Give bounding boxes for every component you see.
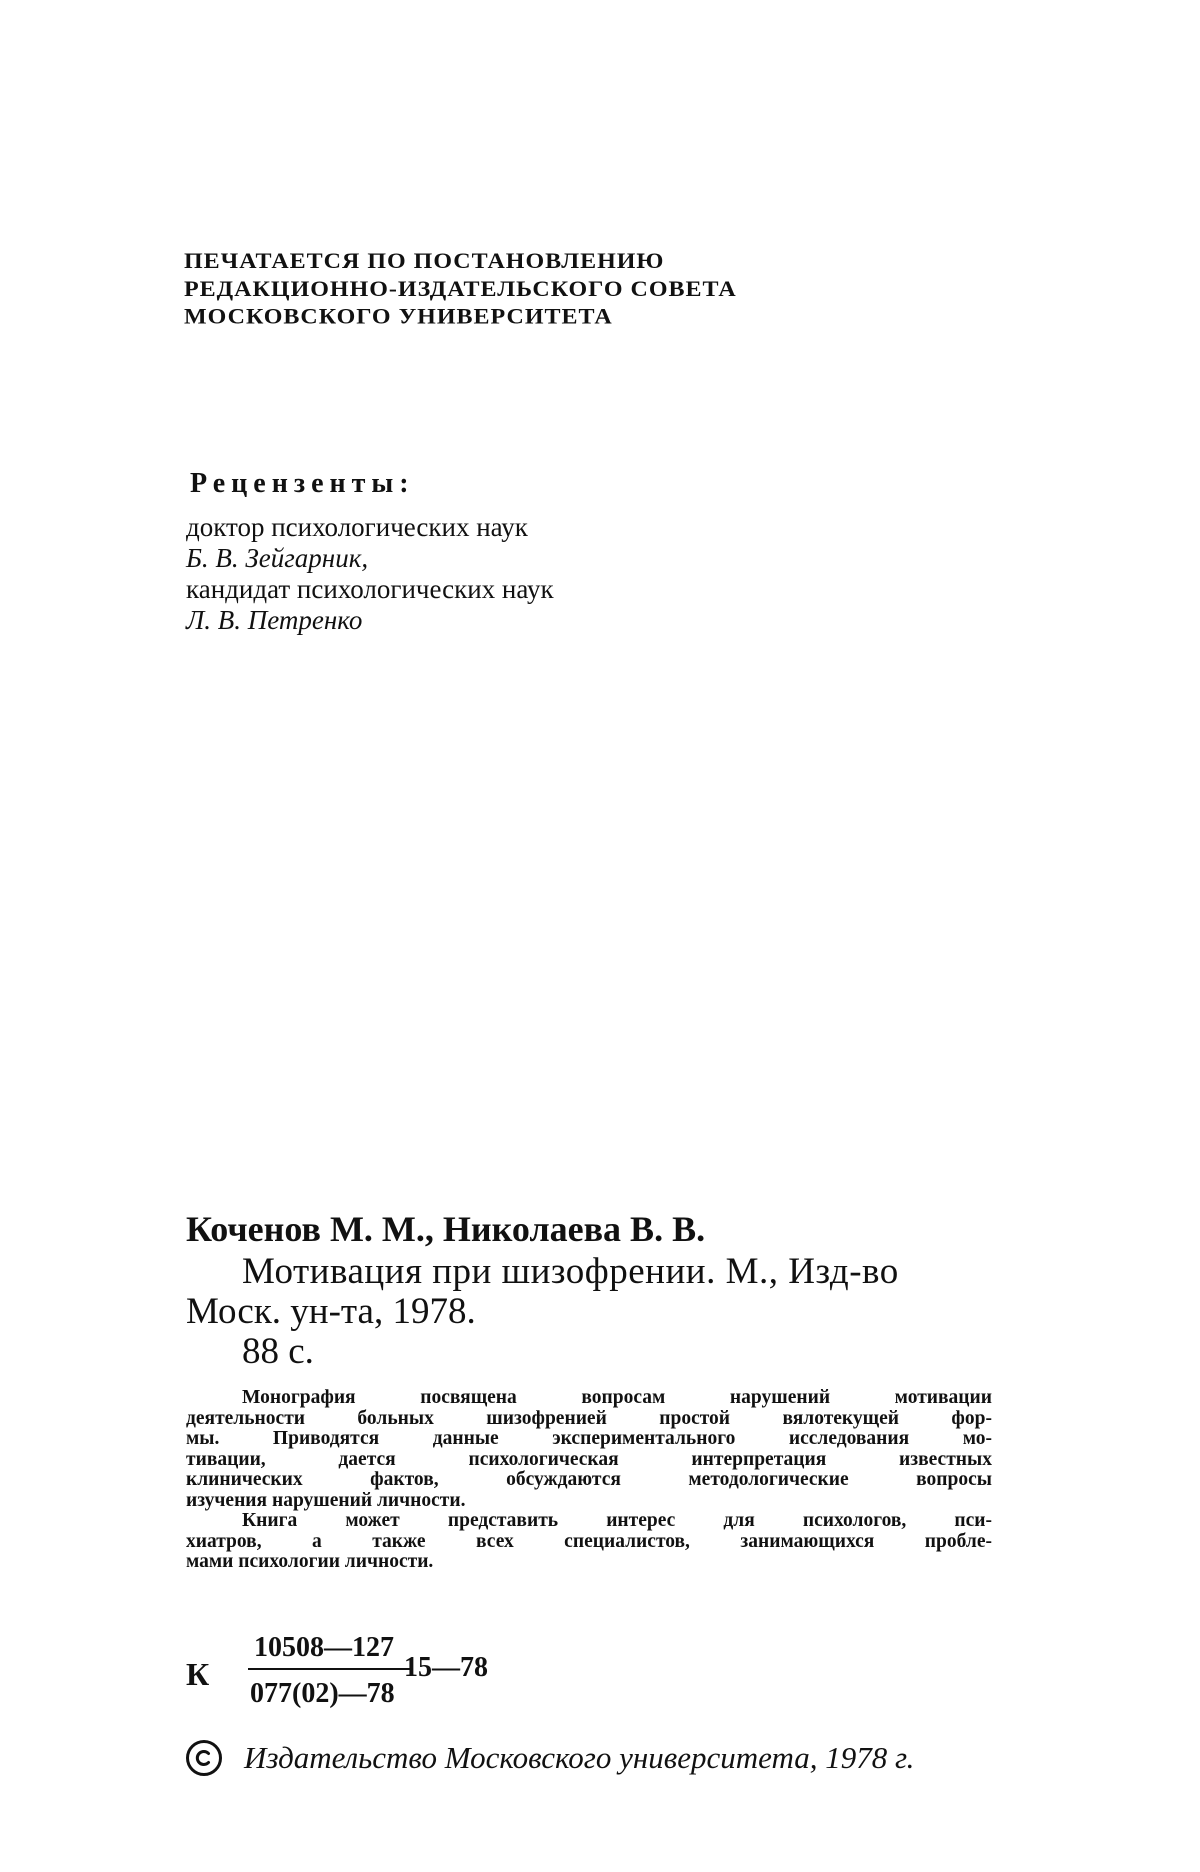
reviewer-name: Б. В. Зейгарник, (186, 543, 369, 573)
reviewer-title: кандидат психологических наук (186, 574, 554, 604)
catalog-letter: К (186, 1656, 210, 1692)
record-pages: 88 с. (242, 1331, 314, 1372)
reviewers-heading: Рецензенты: (190, 468, 415, 499)
catalog-suffix: 15—78 (404, 1652, 488, 1683)
copyright-line (186, 1740, 914, 1776)
notice-line: РЕДАКЦИОННО-ИЗДАТЕЛЬСКОГО СОВЕТА (184, 277, 737, 302)
record-authors: Коченов М. М., Николаева В. В. (186, 1209, 706, 1249)
reviewers-list (186, 512, 554, 636)
abstract-line: изучения нарушений личности. (186, 1490, 466, 1511)
abstract-line: Книга может представить интерес для психологов, пси- (242, 1511, 992, 1531)
abstract (186, 1388, 992, 1573)
abstract-line: мами психологии личности. (186, 1552, 434, 1572)
abstract-line: мы. Приводятся данные экспериментального исследования мо- (186, 1429, 992, 1449)
fraction-bar (248, 1668, 410, 1670)
record-title: Мотивация при шизофрении. М., Изд-во (242, 1251, 899, 1292)
catalog-numerator: 10508—127 (254, 1632, 394, 1663)
abstract-line: клинических фактов, обсуждаются методологические вопросы (186, 1470, 992, 1490)
notice-line: ПЕЧАТАЕТСЯ ПО ПОСТАНОВЛЕНИЮ (184, 249, 665, 274)
abstract-line: деятельности больных шизофренией простой вялотекущей фор- (186, 1408, 992, 1429)
catalog-index (186, 1626, 586, 1726)
abstract-line: хиатров, а также всех специалистов, занимающихся пробле- (186, 1531, 992, 1552)
abstract-line: тивации, дается психологическая интерпретация известных (186, 1449, 992, 1470)
reviewer-name: Л. В. Петренко (186, 605, 363, 635)
abstract-line: Монография посвящена вопросам нарушений мотивации (242, 1388, 992, 1408)
publication-notice (184, 248, 904, 331)
copyright-text: Издательство Московского университета, 1978 г. (244, 1740, 915, 1775)
reviewer-title: доктор психологических наук (186, 512, 528, 542)
copyright-icon (186, 1740, 222, 1776)
catalog-denominator: 077(02)—78 (250, 1678, 395, 1709)
record-title-continuation: Моск. ун-та, 1978. (186, 1291, 476, 1332)
notice-line: МОСКОВСКОГО УНИВЕРСИТЕТА (184, 305, 613, 329)
